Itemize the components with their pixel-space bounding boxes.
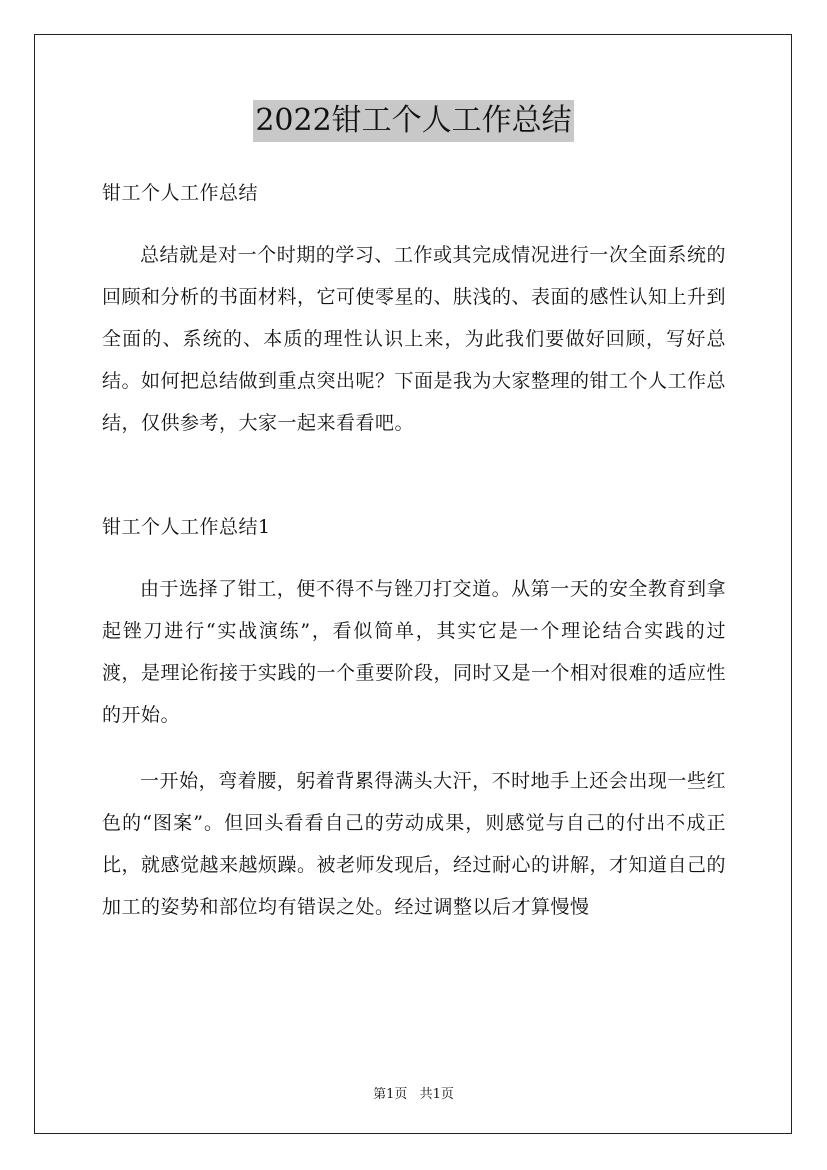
intro-heading: 钳工个人工作总结 [102,182,259,204]
section1-paragraph-2: 一开始，弯着腰，躬着背累得满头大汗，不时地手上还会出现一些红色的“图案”。但回头看看自己的劳动成果，则感觉与自己的付出不成正比，就感觉越来越烦躁。被老师发现后，经过耐心的讲解，才知道自己的加工的姿势和部位均有错误之处。经过调整以后才算慢慢 [102,770,727,918]
spacer [102,214,726,234]
document-body [102,172,726,928]
section1-paragraph-1: 由于选择了钳工，便不得不与锉刀打交道。从第一天的安全教育到拿起锉刀进行“实战演练”，看似简单，其实它是一个理论结合实践的过渡，是理论衔接于实践的一个重要阶段，同时又是一个相对很难的适应性的开始。 [102,578,727,726]
page-number-current: 第1页 [373,1087,408,1102]
section1-heading: 钳工个人工作总结1 [102,516,271,538]
page-footer [0,1083,827,1102]
intro-paragraph: 总结就是对一个时期的学习、工作或其完成情况进行一次全面系统的回顾和分析的书面材料，它可使零星的、肤浅的、表面的感性认知上升到全面的、系统的、本质的理性认识上来，为此我们要做好回顾，写好总结。如何把总结做到重点突出呢？下面是我为大家整理的钳工个人工作总结，仅供参考，大家一起来看看吧。 [102,244,727,434]
title-container [0,100,827,142]
spacer [102,548,726,568]
spacer [102,736,726,760]
spacer [102,444,726,506]
page-number-total: 共1页 [419,1087,454,1102]
document-title: 2022钳工个人工作总结 [253,100,573,142]
